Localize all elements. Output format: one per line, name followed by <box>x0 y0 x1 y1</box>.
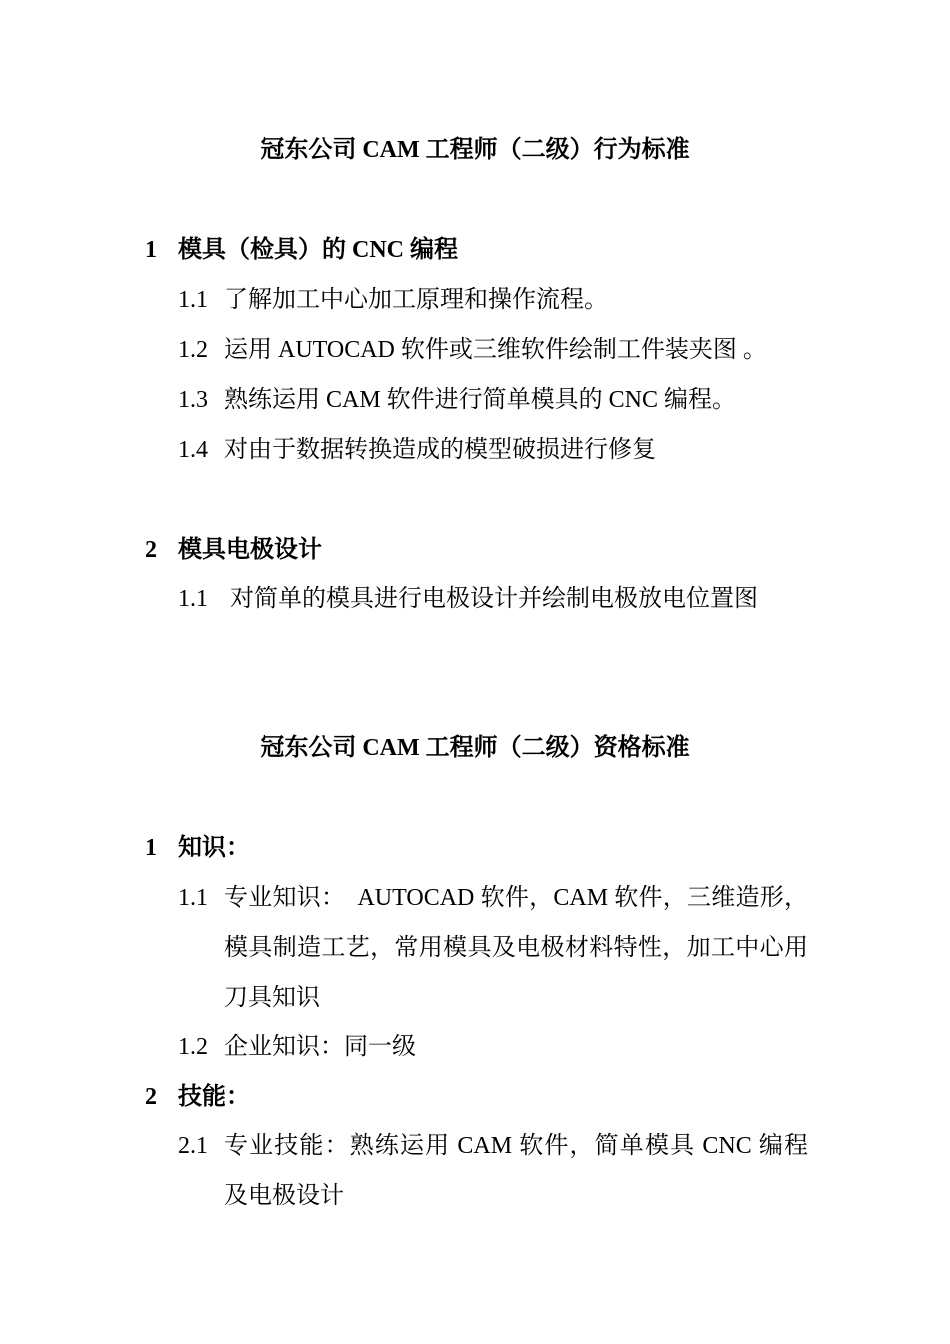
item-number: 1.3 <box>178 387 208 413</box>
item-text: 专业技能：熟练运用 CAM 软件，简单模具 CNC 编程及电极设计 <box>224 1133 808 1209</box>
item-number: 1.2 <box>178 337 208 363</box>
behavior-item-1-3 <box>178 385 736 415</box>
behavior-standard-title: 冠东公司 CAM 工程师（二级）行为标准 <box>260 137 690 163</box>
item-text: 对由于数据转换造成的模型破损进行修复 <box>224 437 656 463</box>
qualification-standard-title: 冠东公司 CAM 工程师（二级）资格标准 <box>260 735 690 761</box>
behavior-section-2-heading <box>145 535 322 565</box>
qualification-item-1-2 <box>178 1032 416 1062</box>
item-text: 熟练运用 CAM 软件进行简单模具的 CNC 编程。 <box>224 387 737 413</box>
qualification-item-2-1 <box>178 1121 808 1221</box>
item-text: 专业知识： AUTOCAD 软件，CAM 软件，三维造形，模具制造工艺，常用模具及电极材料特性，加工中心用刀具知识 <box>224 885 808 1011</box>
section-heading-text: 模具（检具）的 CNC 编程 <box>178 237 458 263</box>
section-number: 1 <box>145 835 157 861</box>
item-text: 企业知识：同一级 <box>224 1034 416 1060</box>
item-text: 运用 AUTOCAD 软件或三维软件绘制工件装夹图 。 <box>224 337 767 363</box>
item-text: 了解加工中心加工原理和操作流程。 <box>224 287 608 313</box>
behavior-item-2-1 <box>178 584 758 614</box>
behavior-item-1-2 <box>178 335 767 365</box>
qualification-item-1-1 <box>178 873 808 1023</box>
item-number: 1.1 <box>178 885 208 911</box>
section-number: 2 <box>145 537 157 563</box>
behavior-section-1-heading <box>145 235 458 265</box>
behavior-item-1-1 <box>178 285 608 315</box>
qualification-section-2-heading <box>145 1082 250 1112</box>
behavior-item-1-4 <box>178 435 656 465</box>
item-number: 2.1 <box>178 1133 208 1159</box>
section-number: 1 <box>145 237 157 263</box>
section-heading-text: 知识： <box>178 835 250 861</box>
section-heading-text: 模具电极设计 <box>178 537 322 563</box>
section-number: 2 <box>145 1084 157 1110</box>
section-heading-text: 技能： <box>178 1084 250 1110</box>
item-number: 1.1 <box>178 586 208 612</box>
qualification-section-1-heading <box>145 833 250 863</box>
item-number: 1.2 <box>178 1034 208 1060</box>
item-number: 1.4 <box>178 437 208 463</box>
item-number: 1.1 <box>178 287 208 313</box>
item-text: 对简单的模具进行电极设计并绘制电极放电位置图 <box>224 586 758 612</box>
